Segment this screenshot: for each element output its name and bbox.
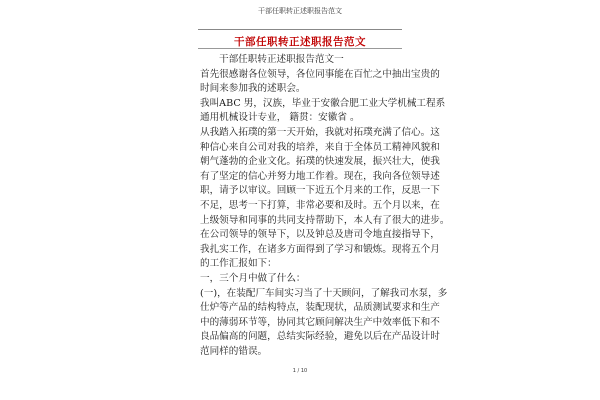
text-line: 我叫ABC 男，汉族，毕业于安徽合肥工业大学机械工程系 bbox=[200, 97, 446, 109]
text-line: 仕炉等产品的结构特点，装配现状，品质测试要求和生产 bbox=[200, 302, 440, 314]
text-line: 首先很感谢各位领导，各位同事能在百忙之中抽出宝贵的 bbox=[200, 68, 440, 80]
text-line: 从我踏入拓璞的第一天开始，我就对拓璞充满了信心。这 bbox=[200, 126, 440, 138]
text-line: 职，请予以审议。回顾一下近五个月来的工作，反思一下 bbox=[200, 185, 440, 197]
text-line: 时间来参加我的述职会。 bbox=[200, 83, 306, 95]
text-line: 朝气蓬勃的企业文化。拓璞的快速发展，振兴壮大，使我 bbox=[200, 156, 440, 168]
document-title: 干部任职转正述职报告范文 bbox=[234, 36, 366, 48]
text-line: 在公司领导的领导下，以及钟总及唐司令地直接指导下， bbox=[200, 229, 440, 241]
text-line: 种信心来自公司对我的培养，来自于全体员工精神风貌和 bbox=[200, 141, 440, 153]
text-line: 一，三个月中做了什么： bbox=[200, 272, 306, 284]
text-line: 的工作汇报如下： bbox=[200, 258, 277, 270]
running-header: 干部任职转正述职报告范文 bbox=[258, 7, 342, 15]
text-line: 范同样的错误。 bbox=[200, 345, 268, 357]
text-line: (一)，在装配厂车间实习当了十天顾问，了解我司水泵，多 bbox=[200, 287, 448, 299]
text-line: 通用机械设计专业， 籍贯：安徽省 。 bbox=[200, 112, 360, 124]
header-divider bbox=[198, 29, 402, 30]
text-line: 不足，思考一下打算，非常必要和及时。五个月以来，在 bbox=[200, 199, 440, 211]
text-line: 良品偏高的问题，总结实际经验，避免以后在产品设计时 bbox=[200, 331, 440, 343]
page-number: 1 / 10 bbox=[292, 368, 308, 374]
text-line: 我扎实工作，在诸多方面得到了学习和锻炼。现将五个月 bbox=[200, 243, 440, 255]
text-line: 中的薄弱环节等，协同其它顾问解决生产中效率低下和不 bbox=[200, 316, 440, 328]
text-line: 有了坚定的信心并努力地工作着。现在，我向各位领导述 bbox=[200, 170, 440, 182]
text-line: 干部任职转正述职报告范文一 bbox=[219, 54, 344, 65]
title-divider bbox=[198, 48, 402, 49]
text-line: 上级领导和同事的共同支持帮助下，本人有了很大的进步。 bbox=[200, 214, 450, 226]
document-body bbox=[200, 53, 450, 359]
